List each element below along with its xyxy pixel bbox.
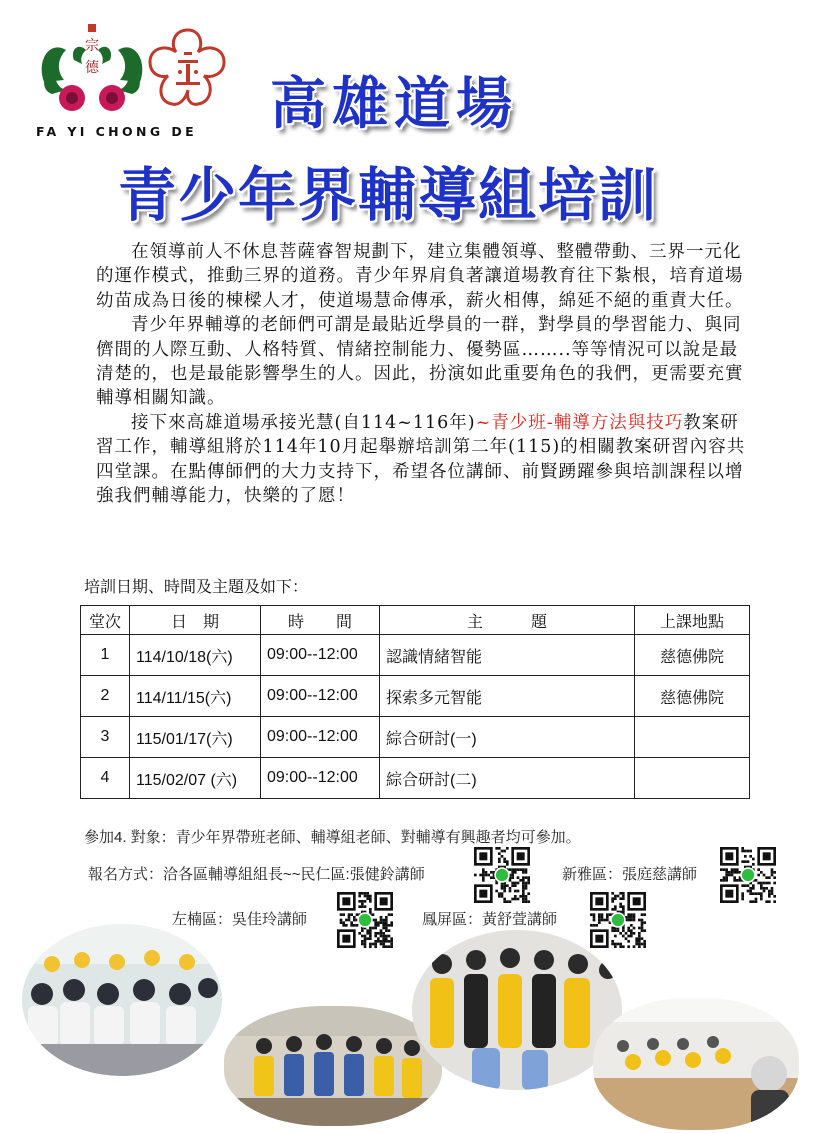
- intro-text: [96, 240, 746, 508]
- session-topic: 綜合研討(一): [380, 717, 635, 758]
- header-session: 堂次: [81, 606, 130, 635]
- session-no: 1: [81, 635, 130, 676]
- session-place: 慈德佛院: [635, 676, 750, 717]
- table-row: [81, 758, 750, 799]
- training-photo-lecture: [593, 998, 799, 1130]
- session-topic: 認識情緒智能: [380, 635, 635, 676]
- session-date: 115/01/17(六): [130, 717, 261, 758]
- session-topic: 探索多元智能: [380, 676, 635, 717]
- qr-code-icon[interactable]: [474, 847, 530, 903]
- table-row: [81, 676, 750, 717]
- header-topic: 主 題: [380, 606, 635, 635]
- header-time: 時 間: [261, 606, 380, 635]
- header-date: 日 期: [130, 606, 261, 635]
- qr-code-icon[interactable]: [337, 892, 393, 948]
- participants-text: 參加4. 對象：青少年界帶班老師、輔導組老師、對輔導有興趣者均可參加。: [84, 829, 581, 846]
- logo-text: FA YI CHONG DE: [36, 124, 198, 139]
- training-photo-volunteers: [412, 930, 622, 1090]
- page-title: 高雄道場: [270, 72, 518, 137]
- table-header-row: [81, 606, 750, 635]
- svg-text:德: 德: [85, 60, 99, 76]
- training-photo-group: [224, 1006, 442, 1126]
- session-no: 2: [81, 676, 130, 717]
- session-time: 09:00--12:00: [261, 635, 380, 676]
- intro-p3-rest: 教案研習工作，輔導組將於114年10月起舉辦培訓第二年(115)的相關教案研習內容共四堂課。在點傳師們的大力支持下，希望各位講師、前賢踴躍參與培訓課程以增強我們輔導能力，快樂的了愿！: [96, 412, 746, 507]
- table-row: [81, 635, 750, 676]
- header-place: 上課地點: [635, 606, 750, 635]
- page-subtitle: 青少年界輔導組培訓: [118, 161, 659, 229]
- contact-zuoying: 左楠區：吳佳玲講師: [172, 911, 308, 928]
- intro-paragraph-2: 青少年界輔導的老師們可謂是最貼近學員的一群，對學員的學習能力、與同儕間的人際互動、人格特質、情緒控制能力、優勢區……..等等情況可以說是最清楚的，也是最能影響學生的人。因此，扮演如此重要角色的我們，更需要充實輔導相關知識。: [96, 315, 744, 409]
- plum-blossom-emblem-icon: [142, 24, 234, 116]
- qr-code-icon[interactable]: [720, 847, 776, 903]
- intro-paragraph-1: 在領導前人不休息菩薩睿智規劃下，建立集體領導、整體帶動、三界一元化的運作模式，推動三界的道務。青少年界肩負著讓道場教育往下紮根，培育道場幼苗成為日後的棟樑人才，使道場慧命傳承，薪火相傳，綿延不絕的重責大任。: [96, 242, 744, 311]
- session-place: [635, 717, 750, 758]
- session-place: [635, 758, 750, 799]
- session-date: 114/10/18(六): [130, 635, 261, 676]
- session-topic: 綜合研討(二): [380, 758, 635, 799]
- qr-code-icon[interactable]: [590, 892, 646, 948]
- schedule-heading: 培訓日期、時間及主題及如下：: [84, 579, 309, 596]
- table-row: [81, 717, 750, 758]
- session-time: 09:00--12:00: [261, 758, 380, 799]
- intro-p3-highlight: ~青少班-輔導方法與技巧: [475, 412, 684, 433]
- svg-text:宗: 宗: [85, 38, 99, 54]
- intro-p3-lead: 接下來高雄道場承接光慧(自114~116年): [131, 412, 476, 433]
- session-date: 114/11/15(六): [130, 676, 261, 717]
- intro-paragraph-3: [96, 411, 746, 509]
- training-photo-classroom: [22, 924, 222, 1076]
- session-place: 慈德佛院: [635, 635, 750, 676]
- contact-fengshan: 鳳屏區：黃舒萱講師: [422, 911, 558, 928]
- contact-xinya: 新雅區：張庭慈講師: [562, 866, 698, 883]
- session-date: 115/02/07 (六): [130, 758, 261, 799]
- session-time: 09:00--12:00: [261, 717, 380, 758]
- lotus-logo-icon: [36, 20, 148, 116]
- schedule-table: [80, 605, 750, 799]
- registration-label: 報名方式：洽各區輔導組組長~~民仁區:張健鈴講師: [88, 866, 425, 883]
- session-time: 09:00--12:00: [261, 676, 380, 717]
- logo: [32, 20, 242, 140]
- session-no: 3: [81, 717, 130, 758]
- session-no: 4: [81, 758, 130, 799]
